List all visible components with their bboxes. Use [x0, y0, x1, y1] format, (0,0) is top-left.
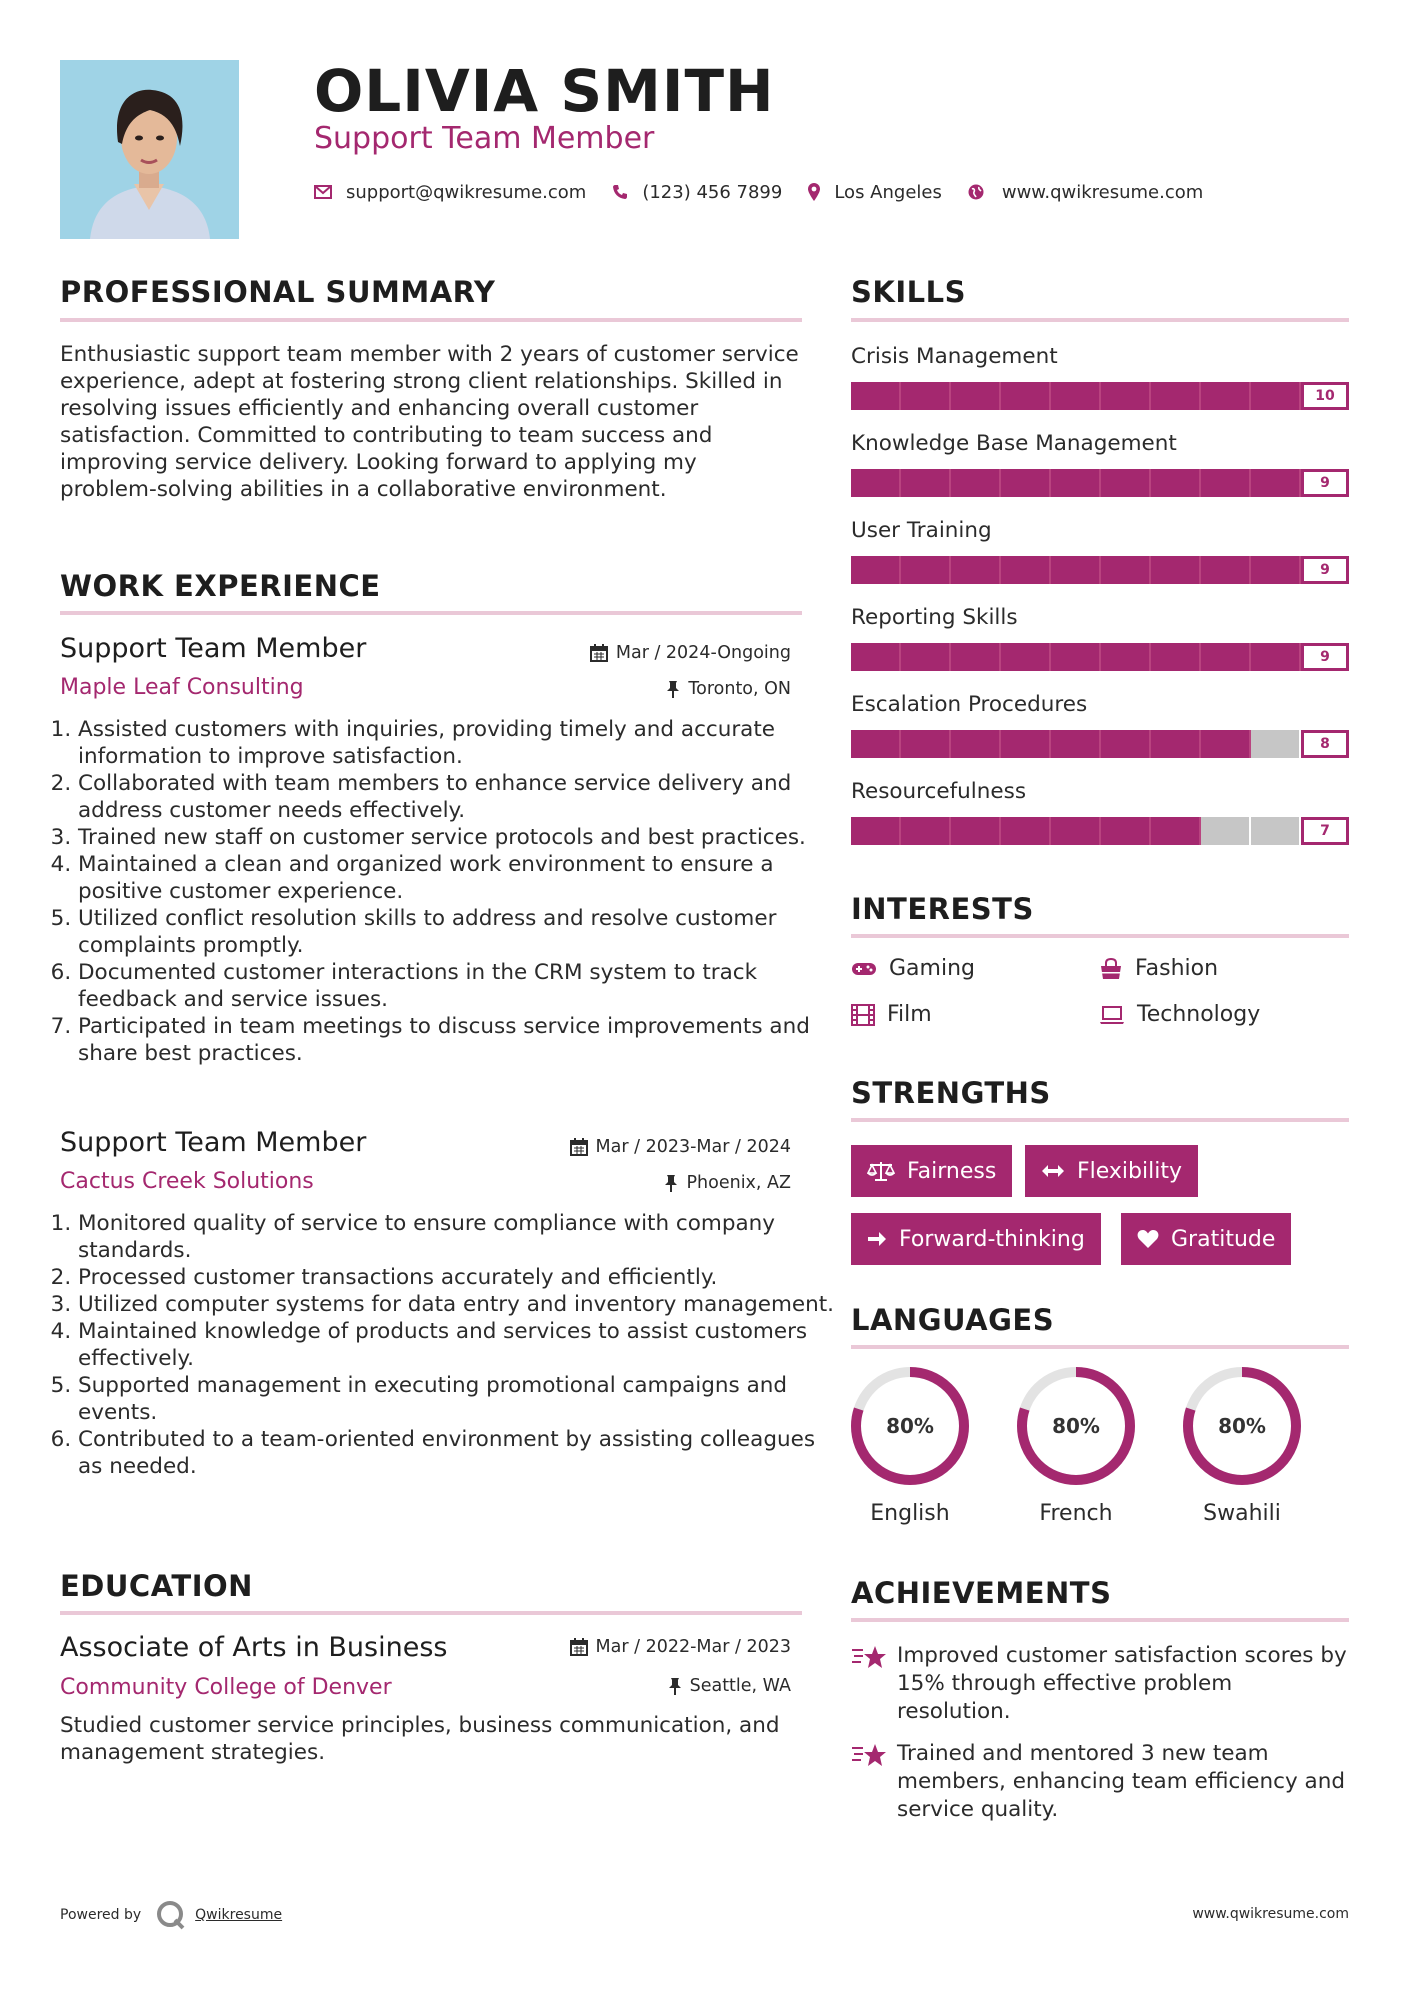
skill-segment [851, 643, 901, 671]
job-dates-text: Mar / 2024-Ongoing [615, 643, 791, 663]
skill-segment [851, 556, 901, 584]
achievements-heading: ACHIEVEMENTS [851, 1576, 1112, 1610]
skill-segment [951, 817, 1001, 845]
candidate-name: OLIVIA SMITH [314, 57, 775, 125]
skill-score: 9 [1301, 643, 1349, 671]
skill-score: 7 [1301, 817, 1349, 845]
interest-film [851, 1001, 932, 1029]
pushpin-icon [664, 1174, 678, 1192]
language-name: French [1039, 1501, 1113, 1526]
skill-segment [1101, 469, 1151, 497]
skill-segment [1151, 817, 1201, 845]
company-name: Maple Leaf Consulting [60, 675, 304, 700]
company-name: Cactus Creek Solutions [60, 1169, 314, 1194]
skill-segment [1151, 469, 1201, 497]
skill-bar [851, 382, 1349, 410]
strengths-rule [851, 1118, 1349, 1122]
skill-segment [1051, 730, 1101, 758]
skill-segment [1201, 382, 1251, 410]
skill-segment [951, 469, 1001, 497]
skill-segment [851, 382, 901, 410]
skill-segment [1201, 469, 1251, 497]
skill-segment [901, 382, 951, 410]
language-level: 80% [886, 1414, 934, 1438]
work-rule [60, 611, 802, 615]
skill-segment [1001, 469, 1051, 497]
skill-segment [1251, 382, 1301, 410]
achievement-text: Trained and mentored 3 new team members, enhancing team efficiency and service quality. [897, 1741, 1345, 1822]
skill-segment [1051, 817, 1101, 845]
skill-segment [1051, 556, 1101, 584]
skill-segment [901, 469, 951, 497]
phone-text: (123) 456 7899 [642, 181, 783, 203]
list-item: 6. Documented customer interactions in the CRM system to track feedback and service issues. [78, 959, 838, 1013]
education-rule [60, 1611, 802, 1615]
languages-heading: LANGUAGES [851, 1303, 1055, 1337]
shopping-bag-icon [1099, 958, 1123, 980]
skill-bar [851, 730, 1349, 758]
skill-segment [901, 730, 951, 758]
balance-scale-icon [867, 1160, 895, 1182]
list-item: 1. Monitored quality of service to ensure compliance with company standards. [78, 1210, 838, 1264]
job-dates [590, 642, 791, 664]
skill-name: Resourcefulness [851, 779, 1027, 804]
shooting-star-icon [851, 1742, 887, 1770]
qwikresume-logo-icon [155, 1900, 187, 1930]
education-description: Studied customer service principles, business communication, and management strategies. [60, 1713, 780, 1765]
skill-segment [951, 643, 1001, 671]
school-name: Community College of Denver [60, 1675, 392, 1700]
skill-segment [1101, 556, 1151, 584]
summary-rule [60, 318, 802, 322]
calendar-icon [590, 644, 608, 662]
list-item: 1. Assisted customers with inquiries, providing timely and accurate information to improve satisfaction. [78, 716, 838, 770]
skill-segment [1151, 643, 1201, 671]
calendar-icon [570, 1138, 588, 1156]
strength-badge [1025, 1145, 1198, 1197]
skill-segment [1201, 556, 1251, 584]
globe-icon [968, 184, 984, 200]
list-item: 4. Maintained a clean and organized work environment to ensure a positive customer experience. [78, 851, 838, 905]
skill-segment [901, 643, 951, 671]
skill-bar [851, 817, 1349, 845]
list-item: 6. Contributed to a team-oriented environment by assisting colleagues as needed. [78, 1426, 838, 1480]
laptop-icon [1099, 1005, 1125, 1025]
location-text: Los Angeles [834, 181, 942, 203]
education-location [668, 1675, 791, 1697]
footer-powered-by [60, 1900, 282, 1930]
interest-fashion [1099, 955, 1218, 983]
skill-segment [1051, 469, 1101, 497]
skill-name: User Training [851, 518, 992, 543]
profile-photo [60, 60, 239, 239]
film-icon [851, 1004, 875, 1026]
arrow-right-icon [867, 1230, 887, 1248]
skill-segment [1201, 643, 1251, 671]
skill-segment [1151, 556, 1201, 584]
skill-segment [1251, 817, 1301, 845]
education-dates [570, 1636, 791, 1658]
pushpin-icon [668, 1677, 682, 1695]
list-item: 2. Processed customer transactions accurately and efficiently. [78, 1264, 838, 1291]
education-dates-text: Mar / 2022-Mar / 2023 [595, 1637, 791, 1657]
job-title: Support Team Member [60, 1127, 367, 1158]
gamepad-icon [851, 961, 877, 977]
contact-location [808, 182, 942, 203]
skills-rule [851, 318, 1349, 322]
summary-text: Enthusiastic support team member with 2 years of customer service experience, adept at fostering strong client relationships. Skilled in resolving issues efficiently and enhancing overall customer satisfaction. Committed to contributing to team success and improving service delivery. Looking forward to applying my problem-solving abilities in a collaborative environment. [60, 342, 799, 502]
skill-segment [1151, 730, 1201, 758]
job-location [666, 678, 791, 700]
skill-segment [901, 556, 951, 584]
contact-email[interactable] [314, 182, 586, 203]
language-level: 80% [1052, 1414, 1100, 1438]
language-name: Swahili [1203, 1501, 1281, 1526]
strength-badge [1121, 1213, 1291, 1265]
list-item: 7. Participated in team meetings to discuss service improvements and share best practices. [78, 1013, 838, 1067]
skill-score: 9 [1301, 556, 1349, 584]
interest-label: Fashion [1135, 956, 1219, 981]
skill-segment [1251, 730, 1301, 758]
footer-url[interactable]: www.qwikresume.com [1192, 1906, 1349, 1922]
skill-score: 10 [1301, 382, 1349, 410]
skill-segment [1001, 643, 1051, 671]
skill-score: 9 [1301, 469, 1349, 497]
degree-title: Associate of Arts in Business [60, 1632, 448, 1663]
skill-segment [951, 556, 1001, 584]
skill-segment [851, 817, 901, 845]
achievements-rule [851, 1618, 1349, 1622]
list-item: 5. Utilized conflict resolution skills to address and resolve customer complaints promptly. [78, 905, 838, 959]
strength-badge [851, 1213, 1101, 1265]
contact-website[interactable] [968, 182, 1203, 203]
skill-name: Escalation Procedures [851, 692, 1088, 717]
interest-label: Film [887, 1002, 932, 1027]
strength-label: Flexibility [1077, 1158, 1182, 1184]
achievement-item [851, 1740, 1351, 1824]
interest-gaming [851, 955, 975, 983]
strength-badge [851, 1145, 1012, 1197]
skills-heading: SKILLS [851, 275, 966, 309]
skill-segment [1251, 556, 1301, 584]
list-item: 5. Supported management in executing promotional campaigns and events. [78, 1372, 838, 1426]
strength-label: Fairness [907, 1158, 997, 1184]
skill-segment [1201, 730, 1251, 758]
summary-heading: PROFESSIONAL SUMMARY [60, 275, 496, 309]
skill-score: 8 [1301, 730, 1349, 758]
website-text: www.qwikresume.com [1001, 181, 1204, 203]
powered-by-label: Powered by [60, 1907, 142, 1923]
candidate-role: Support Team Member [314, 121, 655, 156]
language-level: 80% [1218, 1414, 1266, 1438]
job-title: Support Team Member [60, 633, 367, 664]
interests-heading: INTERESTS [851, 892, 1034, 926]
skill-name: Knowledge Base Management [851, 431, 1177, 456]
language-ring [849, 1365, 971, 1487]
education-location-text: Seattle, WA [689, 1676, 791, 1696]
skill-segment [901, 817, 951, 845]
strength-label: Forward-thinking [899, 1226, 1085, 1252]
work-heading: WORK EXPERIENCE [60, 569, 381, 603]
interest-technology [1099, 1001, 1260, 1029]
achievement-text: Improved customer satisfaction scores by 15% through effective problem resolution. [897, 1643, 1347, 1724]
skill-bar [851, 643, 1349, 671]
job-duties [48, 716, 838, 1067]
skill-segment [1101, 730, 1151, 758]
calendar-icon [570, 1638, 588, 1656]
list-item: 3. Trained new staff on customer service protocols and best practices. [78, 824, 838, 851]
job-duties [48, 1210, 838, 1480]
shooting-star-icon [851, 1644, 887, 1672]
list-item: 2. Collaborated with team members to enhance service delivery and address customer needs effectively. [78, 770, 838, 824]
achievement-item [851, 1642, 1351, 1726]
job-dates [570, 1136, 791, 1158]
language-ring [1015, 1365, 1137, 1487]
email-text: support@qwikresume.com [346, 181, 587, 203]
skill-name: Reporting Skills [851, 605, 1018, 630]
languages-rule [851, 1345, 1349, 1349]
interests-rule [851, 934, 1349, 938]
skill-segment [951, 382, 1001, 410]
language-name: English [870, 1501, 950, 1526]
list-item: 4. Maintained knowledge of products and services to assist customers effectively. [78, 1318, 838, 1372]
heart-icon [1137, 1229, 1159, 1249]
job-dates-text: Mar / 2023-Mar / 2024 [595, 1137, 791, 1157]
skill-segment [1251, 469, 1301, 497]
arrows-horizontal-icon [1041, 1164, 1065, 1178]
phone-icon [612, 184, 628, 200]
skill-name: Crisis Management [851, 344, 1058, 369]
map-pin-icon [808, 183, 820, 201]
skill-segment [1101, 382, 1151, 410]
education-heading: EDUCATION [60, 1569, 253, 1603]
skill-bar [851, 556, 1349, 584]
pushpin-icon [666, 680, 680, 698]
job-location-text: Phoenix, AZ [686, 1173, 791, 1193]
contact-bar [314, 178, 1229, 206]
strength-label: Gratitude [1171, 1226, 1276, 1252]
skill-segment [1251, 643, 1301, 671]
skill-segment [1151, 382, 1201, 410]
list-item: 3. Utilized computer systems for data entry and inventory management. [78, 1291, 838, 1318]
skill-segment [1051, 643, 1101, 671]
job-location [664, 1172, 791, 1194]
skill-segment [851, 469, 901, 497]
skill-segment [1001, 730, 1051, 758]
skill-segment [951, 730, 1001, 758]
interest-label: Gaming [889, 956, 975, 981]
interest-label: Technology [1137, 1002, 1261, 1027]
skill-segment [1001, 556, 1051, 584]
envelope-icon [314, 185, 332, 199]
skill-segment [1101, 643, 1151, 671]
job-location-text: Toronto, ON [688, 679, 791, 699]
skill-segment [851, 730, 901, 758]
skill-segment [1001, 382, 1051, 410]
skill-segment [1001, 817, 1051, 845]
skill-segment [1201, 817, 1251, 845]
skill-bar [851, 469, 1349, 497]
skill-segment [1101, 817, 1151, 845]
brand-link[interactable]: Qwikresume [195, 1907, 283, 1923]
strengths-heading: STRENGTHS [851, 1076, 1051, 1110]
skill-segment [1051, 382, 1101, 410]
language-ring [1181, 1365, 1303, 1487]
contact-phone[interactable] [612, 182, 782, 203]
